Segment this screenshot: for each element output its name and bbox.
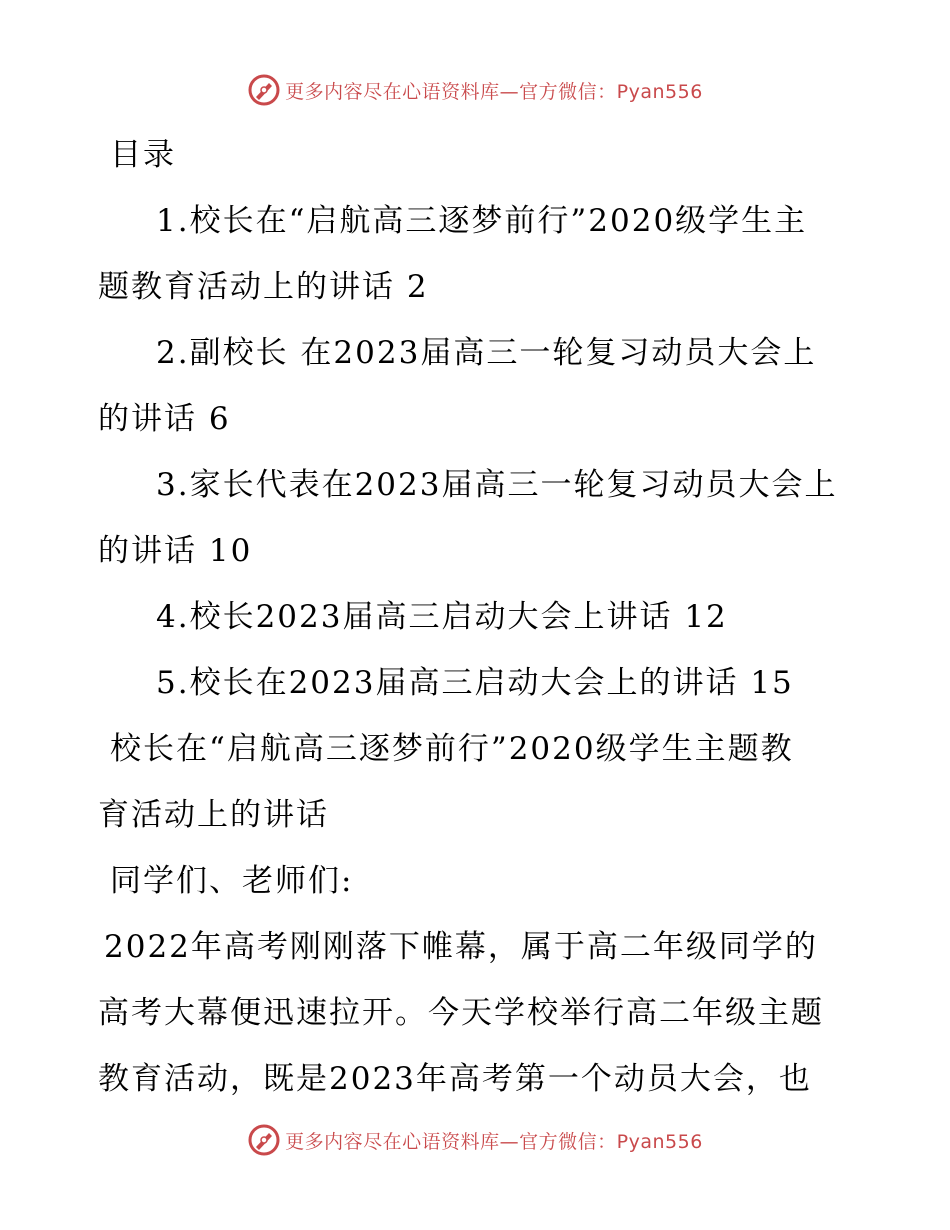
toc-title: 目录 <box>110 137 176 173</box>
toc-line: 题教育活动上的讲话 2 <box>98 269 429 305</box>
toc-line: 的讲话 10 <box>98 533 253 569</box>
pen-circle-logo-icon <box>247 73 281 107</box>
toc-line: 2.副校长 在2023届高三一轮复习动员大会上 <box>156 335 817 371</box>
paragraph-line: 高考大幕便迅速拉开。今天学校举行高二年级主题 <box>98 995 824 1031</box>
watermark-text: 更多内容尽在心语资料库—官方微信：Pyan556 <box>285 1130 703 1153</box>
section-heading: 育活动上的讲话 <box>98 797 329 833</box>
paragraph-line: 2022年高考刚刚落下帷幕，属于高二年级同学的 <box>104 929 818 965</box>
section-heading: 校长在“启航高三逐梦前行”2020级学生主题教 <box>110 731 794 767</box>
toc-line: 4.校长2023届高三启动大会上讲话 12 <box>156 599 728 635</box>
footer-watermark <box>0 1120 950 1160</box>
header-watermark <box>0 70 950 110</box>
salutation: 同学们、老师们: <box>110 863 354 899</box>
watermark-text: 更多内容尽在心语资料库—官方微信：Pyan556 <box>285 80 703 103</box>
toc-line: 5.校长在2023届高三启动大会上的讲话 15 <box>156 665 794 701</box>
pen-circle-logo-icon <box>247 1123 281 1157</box>
paragraph-line: 教育活动，既是2023年高考第一个动员大会，也 <box>98 1061 812 1097</box>
toc-line: 3.家长代表在2023届高三一轮复习动员大会上 <box>156 467 838 503</box>
toc-line: 1.校长在“启航高三逐梦前行”2020级学生主 <box>156 203 808 239</box>
document-body <box>98 122 858 1112</box>
toc-line: 的讲话 6 <box>98 401 231 437</box>
